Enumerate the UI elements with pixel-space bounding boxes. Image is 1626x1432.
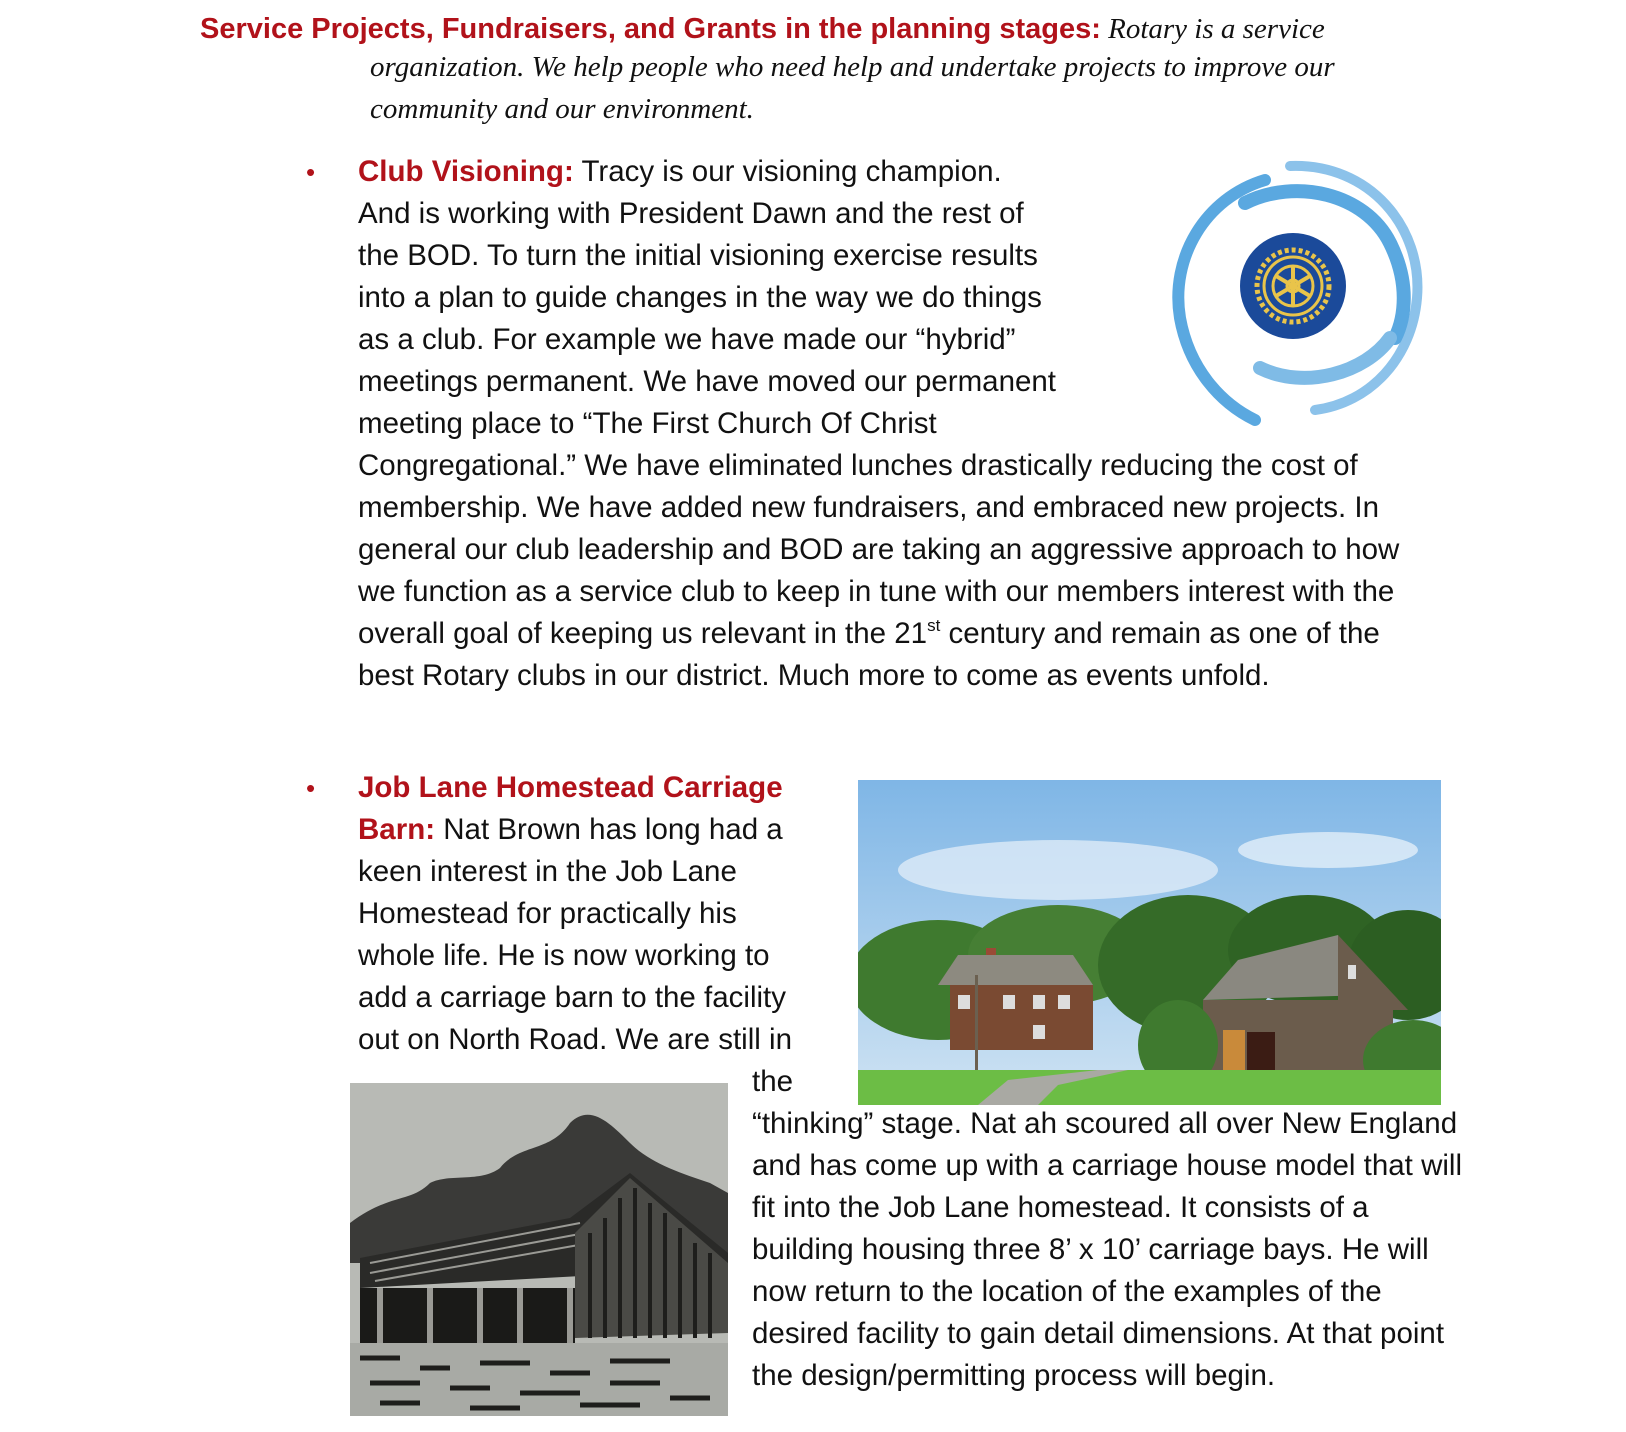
body-line: Homestead for practically his [358,897,737,930]
body-line-21st [358,614,1380,654]
body-line: membership. We have added new fundraisers, and embraced new projects. In [358,491,1380,524]
intro-line: community and our environment. [370,93,754,125]
club-visioning-first-line [358,152,1002,192]
body-line: And is working with President Dawn and the rest of [358,197,1024,230]
body-text: overall goal of keeping us relevant in the 21 [358,617,928,650]
body-text: century and remain as one of the [940,617,1380,650]
body-line: we function as a service club to keep in tune with our members interest with the [358,575,1395,608]
body-line: into a plan to guide changes in the way we do things [358,281,1042,314]
section-heading [200,8,1325,50]
body-line: Congregational.” We have eliminated lunches drastically reducing the cost of [358,449,1358,482]
body-line: best Rotary clubs in our district. Much more to come as events unfold. [358,659,1270,692]
body-text: Nat Brown has long had a [435,813,783,846]
body-line: the BOD. To turn the initial visioning exercise results [358,239,1038,272]
body-line: the design/permitting process will begin. [752,1359,1276,1392]
rotary-logo-image [1165,158,1425,430]
job-lane-title: Job Lane Homestead Carriage [358,771,783,804]
body-line: desired facility to gain detail dimensions. At that point [752,1317,1445,1350]
club-visioning-title: Club Visioning: [358,155,574,188]
body-line: meetings permanent. We have moved our permanent [358,365,1057,398]
heading-intro: Rotary is a service [1100,13,1325,45]
body-line: keen interest in the Job Lane [358,855,737,888]
bullet-icon: • [306,157,316,187]
job-lane-title-cont: Barn: [358,813,436,846]
carriage-barn-drawing [350,1083,728,1416]
body-line: the [752,1065,794,1098]
job-lane-second-line [358,810,783,850]
homestead-photo [858,780,1441,1105]
intro-line: organization. We help people who need help and undertake projects to improve our [370,51,1335,83]
body-line: “thinking” stage. Nat ah scoured all over New England [752,1107,1458,1140]
heading-title: Service Projects, Fundraisers, and Grants in the planning stages: [200,13,1101,45]
superscript: st [927,616,941,635]
body-line: fit into the Job Lane homestead. It consists of a [752,1191,1369,1224]
body-line: building housing three 8’ x 10’ carriage bays. He will [752,1233,1429,1266]
bullet-icon: • [306,773,316,803]
body-line: meeting place to “The First Church Of Christ [358,407,937,440]
body-line: as a club. For example we have made our “hybrid” [358,323,1016,356]
body-line: general our club leadership and BOD are taking an aggressive approach to how [358,533,1400,566]
body-text: Tracy is our visioning champion. [573,155,1002,188]
body-line: now return to the location of the examples of the [752,1275,1382,1308]
body-line: and has come up with a carriage house model that will [752,1149,1463,1182]
body-line: whole life. He is now working to [358,939,770,972]
body-line: add a carriage barn to the facility [358,981,786,1014]
body-line: out on North Road. We are still in [358,1023,792,1056]
